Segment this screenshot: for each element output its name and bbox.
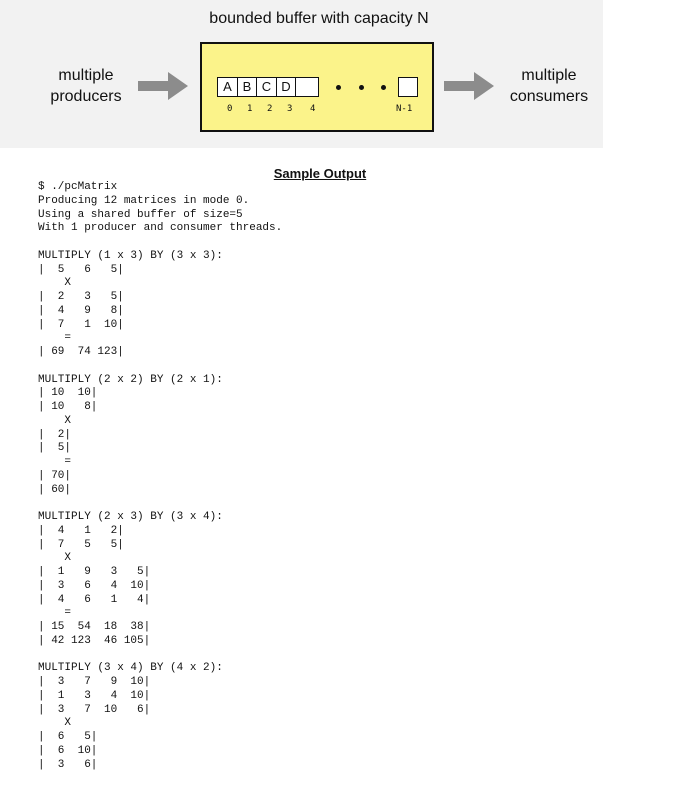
console-line: | 5| <box>38 442 72 455</box>
console-line: = <box>38 456 72 468</box>
buffer-index: 3 <box>287 104 293 114</box>
buffer-cell-last <box>398 77 418 97</box>
console-line: X <box>38 717 72 730</box>
console-line: | 4 9 8| <box>38 304 124 317</box>
console-line: MULTIPLY (2 x 2) BY (2 x 1): <box>38 373 223 386</box>
console-line: | 4 1 2| <box>38 524 124 537</box>
console-line: | 60| <box>38 483 72 496</box>
buffer-cell: A <box>217 77 238 97</box>
buffer-index: 0 <box>227 104 233 114</box>
console-line: MULTIPLY (3 x 4) BY (4 x 2): <box>38 662 223 675</box>
console-line: | 7 1 10| <box>38 318 124 331</box>
console-line: | 15 54 18 38| <box>38 621 151 633</box>
console-line: X <box>38 552 72 565</box>
console-line: | 42 123 46 105| <box>38 634 151 647</box>
console-line: X <box>38 414 72 427</box>
console-line <box>38 497 282 511</box>
console-line: = <box>38 332 72 345</box>
console-line: | 4 6 1 4| <box>38 593 151 606</box>
console-line: Using a shared buffer of size=5 <box>38 208 243 221</box>
console-line: | 10 8| <box>38 401 98 413</box>
console-line <box>38 649 282 663</box>
console-line: | 6 10| <box>38 744 98 757</box>
buffer-index-last: N-1 <box>396 104 413 114</box>
console-line <box>38 236 282 250</box>
console-line: | 5 6 5| <box>38 263 124 276</box>
buffer-box <box>200 42 434 132</box>
console-line: | 10 10| <box>38 387 98 400</box>
consumers-label: multiple consumers <box>509 67 589 105</box>
console-line: | 70| <box>38 469 72 482</box>
console-line: | 7 5 5| <box>38 538 124 551</box>
console-line: | 3 7 10 6| <box>38 703 151 716</box>
console-output <box>38 181 282 772</box>
diagram-title: bounded buffer with capacity N <box>209 10 429 27</box>
right-arrow-icon <box>444 70 496 102</box>
buffer-cell <box>295 77 319 97</box>
console-line: With 1 producer and consumer threads. <box>38 222 283 235</box>
buffer-index: 2 <box>267 104 273 114</box>
console-line: | 69 74 123| <box>38 346 124 358</box>
console-line: $ ./pcMatrix <box>38 181 118 193</box>
console-line: | 3 6 4 10| <box>38 579 151 592</box>
ellipsis-icon <box>336 85 386 91</box>
console-line: X <box>38 277 72 290</box>
console-line: Producing 12 matrices in mode 0. <box>38 194 250 207</box>
right-arrow-icon <box>138 70 190 102</box>
console-line: | 1 3 4 10| <box>38 689 151 702</box>
console-line: MULTIPLY (2 x 3) BY (3 x 4): <box>38 511 223 523</box>
console-line: | 3 7 9 10| <box>38 676 151 688</box>
console-line: | 2 3 5| <box>38 291 124 303</box>
buffer-index: 1 <box>247 104 253 114</box>
console-line: | 2| <box>38 428 72 441</box>
console-line: = <box>38 607 72 620</box>
console-line: | 1 9 3 5| <box>38 566 151 578</box>
buffer-cell: B <box>237 77 258 97</box>
buffer-cell: C <box>256 77 277 97</box>
console-line: MULTIPLY (1 x 3) BY (3 x 3): <box>38 249 223 262</box>
buffer-index: 4 <box>310 104 316 114</box>
sample-output-title: Sample Output <box>273 166 367 181</box>
producers-label: multiple producers <box>50 67 122 105</box>
bounded-buffer-diagram <box>0 0 603 148</box>
console-line <box>38 360 282 374</box>
buffer-cells <box>217 77 318 97</box>
console-line: | 3 6| <box>38 758 98 771</box>
console-line: | 6 5| <box>38 731 98 743</box>
buffer-cell: D <box>276 77 297 97</box>
